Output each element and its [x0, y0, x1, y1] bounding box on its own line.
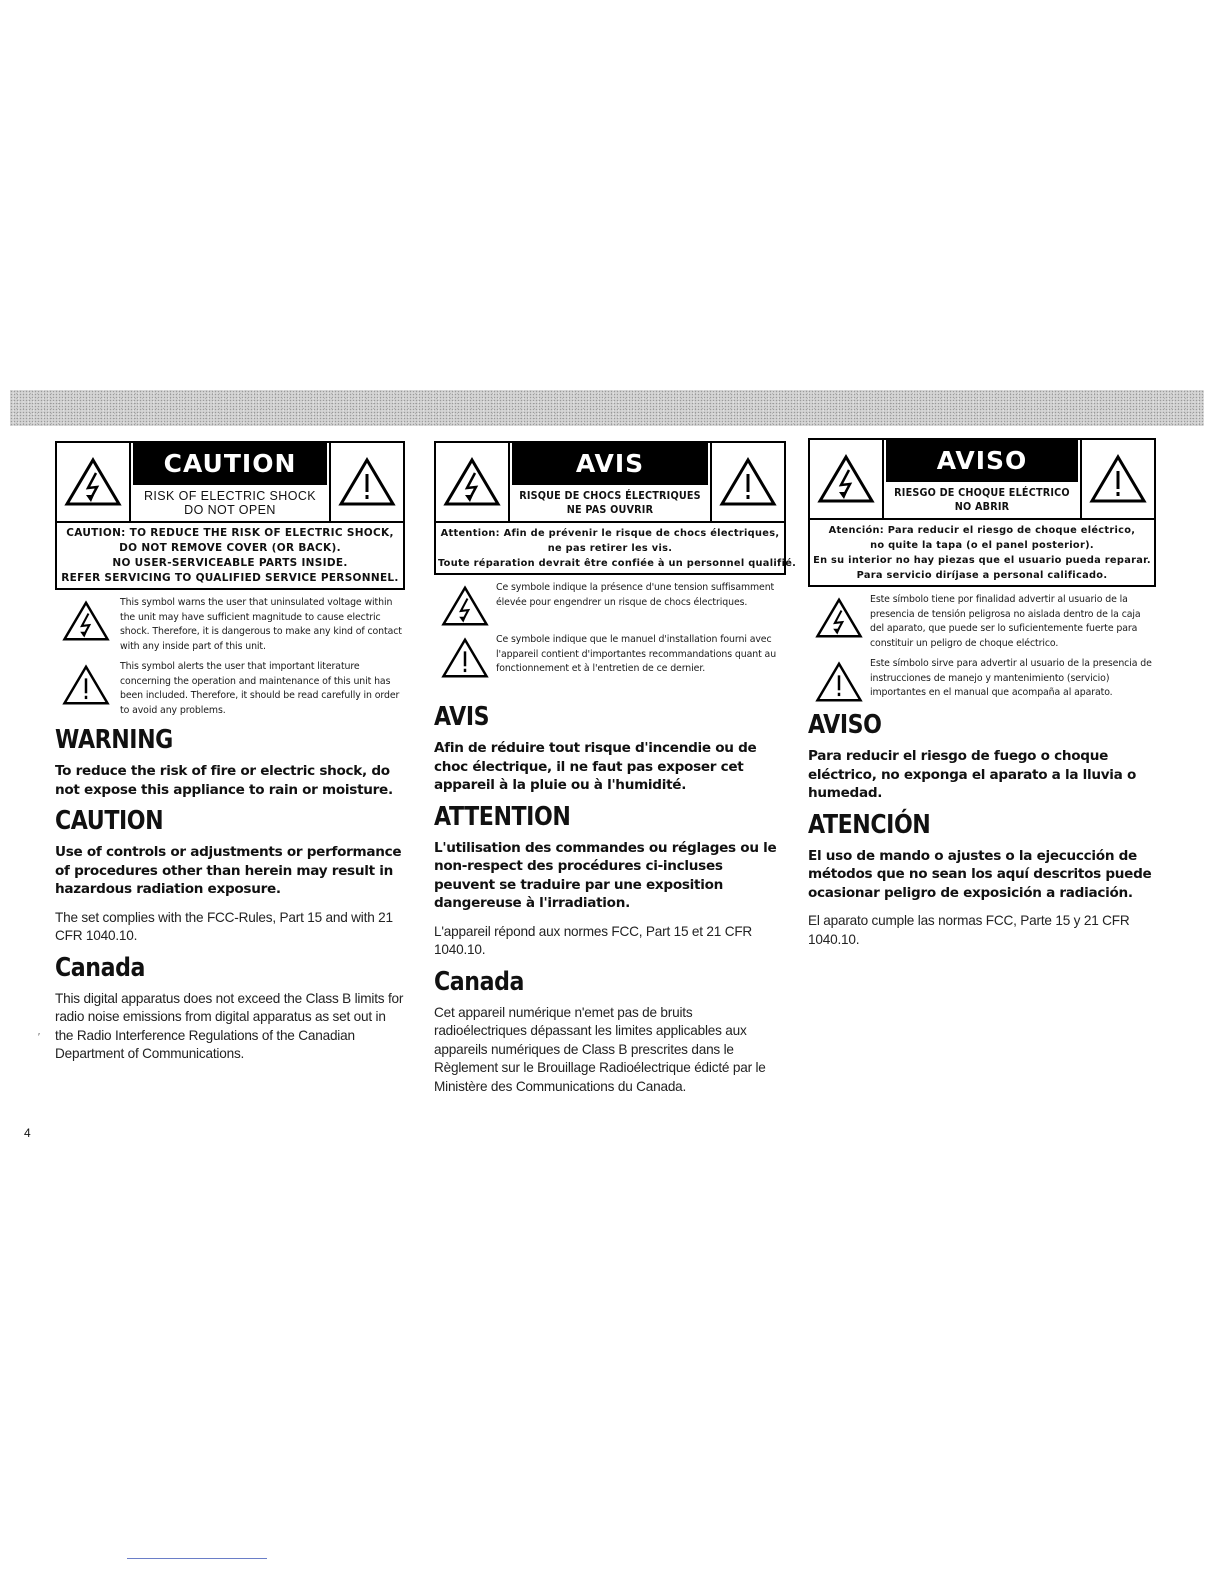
exclamation-symbol-explanation: Este símbolo sirve para advertir al usuario de la presencia de instrucciones de manejo y mantenimiento (servicio) importantes en el manual que acompaña al aparato.: [808, 657, 1156, 703]
warning-heading: AVIS: [434, 702, 490, 732]
lightning-warning-icon: [55, 596, 117, 642]
fcc-text: L'appareil répond aux normes FCC, Part 15 et 21 CFR 1040.10.: [434, 923, 753, 957]
canada-heading: Canada: [434, 966, 524, 997]
aviso-label: [808, 438, 1156, 587]
exclamation-warning-icon: [331, 443, 403, 521]
scan-speck: ′: [38, 1032, 40, 1043]
french-column: [434, 441, 797, 1096]
label-subtitle: RISQUE DE CHOCS ÉLECTRIQUES NE PAS OUVRIR: [519, 490, 701, 516]
lightning-warning-icon: [808, 593, 870, 639]
warning-text: Afin de réduire tout risque d'incendie ou de choc électrique, il ne faut pas exposer cet appareil à la pluie ou à l'humidité.: [434, 740, 757, 793]
lightning-symbol-explanation: This symbol warns the user that uninsulated voltage within the unit may have sufficient magnitude to cause electric shock. Therefore, it is dangerous to make any kind of contact with any inside part of this unit.: [55, 596, 405, 654]
caution-label: [55, 441, 405, 590]
footer-rule: [127, 1558, 267, 1559]
warning-heading: WARNING: [55, 725, 173, 755]
caution-text: L'utilisation des commandes ou réglages ou le non-respect des procédures ci-incluses peuvent se traduire par une exposition dangereuse à l'irradiation.: [434, 839, 777, 911]
label-title: CAUTION: [133, 443, 327, 485]
spanish-column: [808, 438, 1156, 949]
label-body: Attention: Afin de prévenir le risque de chocs électriques, ne pas retirer les vis. Toute réparation devrait être confiée à un personnel qualifié.: [438, 528, 797, 569]
label-title: AVIS: [512, 443, 708, 485]
canada-text: This digital apparatus does not exceed the Class B limits for radio noise emissions from digital apparatus as set out in the Radio Interference Regulations of the Canadian Department of Communications.: [55, 990, 404, 1061]
caution-text: Use of controls or adjustments or performance of procedures other than herein may result in hazardous radiation exposure.: [55, 844, 402, 897]
lightning-warning-icon: [436, 443, 508, 521]
page-number: 4: [24, 1126, 31, 1140]
caution-text: El uso de mando o ajustes o la ejecucción de métodos que no sean los aquí descritos puede ocasionar peligro de exposición a radiación.: [808, 847, 1152, 901]
header-band: [10, 390, 1204, 426]
caution-heading: ATENCIÓN: [808, 809, 931, 840]
lightning-warning-icon: [434, 581, 496, 627]
exclamation-symbol-explanation: Ce symbole indique que le manuel d'installation fourni avec l'appareil contient d'importantes recommandations quant au fonctionnement et à l'entretien de ce dernier.: [434, 633, 786, 679]
lightning-symbol-explanation: Ce symbole indique la présence d'une tension suffisamment élevée pour engendrer un risque de chocs électriques.: [434, 581, 786, 627]
exclamation-symbol-explanation: This symbol alerts the user that important literature concerning the operation and maintenance of this unit has been included. Therefore, it should be read carefully in order to avoid any problems.: [55, 660, 405, 718]
warning-text: Para reducir el riesgo de fuego o choque eléctrico, no exponga el aparato a la lluvia o humedad.: [808, 748, 1137, 801]
fcc-text: The set complies with the FCC-Rules, Part 15 and with 21 CFR 1040.10.: [55, 909, 393, 943]
english-column: [55, 441, 405, 1064]
label-body: CAUTION: TO REDUCE THE RISK OF ELECTRIC SHOCK, DO NOT REMOVE COVER (OR BACK). NO USER-SERVICEABLE PARTS INSIDE. REFER SERVICING TO QUALIFIED SERVICE PERSONNEL.: [61, 527, 399, 584]
warning-text: To reduce the risk of fire or electric shock, do not expose this appliance to rain or moisture.: [55, 763, 393, 798]
label-body: Atención: Para reducir el riesgo de choque eléctrico, no quite la tapa (o el panel posterior). En su interior no hay piezas que el usuario pueda reparar. Para servicio diríjase a personal calificado.: [813, 525, 1151, 581]
lightning-symbol-explanation: Este símbolo tiene por finalidad advertir al usuario de la presencia de tensión peligrosa no aislada dentro de la caja del aparato, que puede ser lo suficientemente fuerte para constituir un peligro de choque eléctrico.: [808, 593, 1156, 651]
caution-heading: CAUTION: [55, 806, 164, 836]
fcc-text: El aparato cumple las normas FCC, Parte 15 y 21 CFR 1040.10.: [808, 913, 1130, 947]
lightning-warning-icon: [810, 440, 882, 518]
exclamation-warning-icon: [434, 633, 496, 679]
avis-label: [434, 441, 797, 575]
canada-text: Cet appareil numérique n'emet pas de bruits radioélectriques dépassant les limites applicables aux appareils numériques de Class B prescrites dans le Règlement sur le Brouillage Radioélectrique édicté par le Ministère des Communications du Canada.: [434, 1004, 766, 1094]
exclamation-warning-icon: [1082, 440, 1154, 518]
exclamation-warning-icon: [712, 443, 784, 521]
lightning-warning-icon: [57, 443, 129, 521]
label-subtitle: RISK OF ELECTRIC SHOCK DO NOT OPEN: [143, 489, 317, 517]
canada-heading: Canada: [55, 952, 145, 983]
exclamation-warning-icon: [55, 660, 117, 706]
warning-heading: AVISO: [808, 710, 882, 740]
exclamation-warning-icon: [808, 657, 870, 703]
label-subtitle: RIESGO DE CHOQUE ELÉCTRICO NO ABRIR: [894, 487, 1070, 513]
caution-heading: ATTENTION: [434, 801, 571, 832]
label-title: AVISO: [886, 440, 1078, 482]
